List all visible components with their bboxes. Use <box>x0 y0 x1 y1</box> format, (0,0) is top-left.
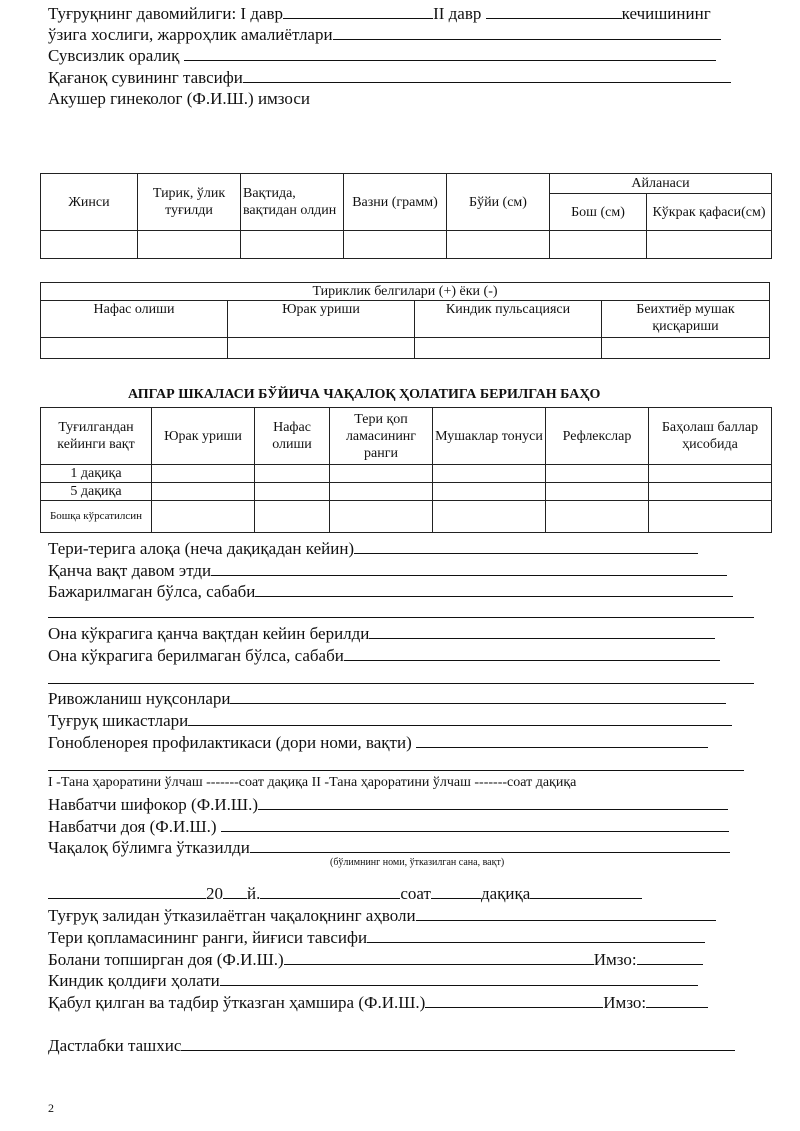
doctor-on-duty-line <box>48 795 728 815</box>
circumference-header: Айланаси <box>550 174 772 194</box>
not-done-reason-field[interactable] <box>255 582 733 597</box>
hour-field[interactable] <box>431 884 481 899</box>
minute-field[interactable] <box>530 884 642 899</box>
apgar-cell[interactable] <box>330 483 433 501</box>
apgar-cell[interactable] <box>433 483 546 501</box>
breastfeed-time-line <box>48 624 715 644</box>
newborn-condition-label: Туғруқ залидан ўтказилаётган чақалоқнинг аҳволи <box>48 906 416 925</box>
muscle-header: Беихтиёр мушак қисқариши <box>602 301 770 338</box>
preliminary-diagnosis-line <box>48 1036 735 1056</box>
apgar-cell[interactable] <box>649 483 772 501</box>
date-day-field[interactable] <box>48 884 206 899</box>
minute-label: дақиқа <box>480 884 531 903</box>
apgar-cell[interactable] <box>649 465 772 483</box>
apgar-cell[interactable] <box>330 501 433 533</box>
amniotic-field[interactable] <box>243 68 731 83</box>
malformations-line <box>48 689 726 709</box>
newborn-condition-line <box>48 906 716 926</box>
apgar-score-header: Баҳолаш баллар ҳисобида <box>649 408 772 465</box>
doctor-on-duty-field[interactable] <box>258 795 728 810</box>
not-done-reason-line <box>48 582 733 602</box>
stage1-field[interactable] <box>283 4 433 19</box>
stage2-field[interactable] <box>486 4 622 19</box>
umbilical-cell[interactable] <box>415 338 602 359</box>
duration-label: Қанча вақт давом этди <box>48 561 212 580</box>
transfer-label: Чақалоқ бўлимга ўтказилди <box>48 838 250 857</box>
skin-color-field[interactable] <box>367 928 705 943</box>
alive-header: Тирик, ўлик туғилди <box>138 174 241 231</box>
apgar-cell[interactable] <box>255 483 330 501</box>
surgery-line <box>48 25 721 45</box>
apgar-row-1min-label: 1 дақиқа <box>41 465 152 483</box>
heartbeat-header: Юрак уриши <box>228 301 415 338</box>
gender-header: Жинси <box>41 174 138 231</box>
head-cell[interactable] <box>550 231 647 259</box>
malformations-field[interactable] <box>230 689 726 704</box>
page-number: 2 <box>48 1101 54 1115</box>
handover-midwife-line <box>48 950 703 970</box>
transfer-field[interactable] <box>250 838 730 853</box>
chest-cell[interactable] <box>647 231 772 259</box>
receiving-nurse-field[interactable] <box>425 993 603 1008</box>
apgar-cell[interactable] <box>330 465 433 483</box>
anhydrous-field[interactable] <box>184 46 716 61</box>
doctor-on-duty-label: Навбатчи шифокор (Ф.И.Ш.) <box>48 795 258 814</box>
receiving-nurse-line <box>48 993 708 1013</box>
newborn-condition-field[interactable] <box>416 906 716 921</box>
apgar-cell[interactable] <box>152 501 255 533</box>
apgar-cell[interactable] <box>152 465 255 483</box>
skin-color-label: Тери қопламасининг ранги, йиғиси тавсифи <box>48 928 368 947</box>
gonoblennorrhea-field[interactable] <box>416 733 708 748</box>
muscle-cell[interactable] <box>602 338 770 359</box>
anhydrous-line <box>48 46 716 66</box>
birth-injuries-field[interactable] <box>188 711 732 726</box>
stage2-label: II давр <box>433 4 482 23</box>
transfer-note: (бўлимнинг номи, ўтказилган сана, вақт) <box>330 857 505 868</box>
breastfeed-time-label: Она кўкрагига қанча вақтдан кейин берилди <box>48 624 370 643</box>
year-field[interactable] <box>223 884 247 899</box>
apgar-cell[interactable] <box>152 483 255 501</box>
vital-signs-title: Тириклик белгилари (+) ёки (-) <box>41 283 770 301</box>
year-prefix: 20 <box>206 884 223 903</box>
blank-line[interactable] <box>48 683 754 684</box>
skin-color-line <box>48 928 705 948</box>
skin-contact-line <box>48 539 698 559</box>
apgar-cell[interactable] <box>255 501 330 533</box>
apgar-row-5min-label: 5 дақиқа <box>41 483 152 501</box>
preliminary-diagnosis-field[interactable] <box>181 1036 735 1051</box>
handover-midwife-label: Болани топширган доя (Ф.И.Ш.) <box>48 950 284 969</box>
surgery-field[interactable] <box>333 25 721 40</box>
signature-field[interactable] <box>637 950 703 965</box>
weight-cell[interactable] <box>344 231 447 259</box>
temperature-line: I -Тана ҳароратини ўлчаш -------соат дақиқа II -Тана ҳароратини ўлчаш -------соат дақиқа <box>48 775 577 790</box>
gender-cell[interactable] <box>41 231 138 259</box>
heartbeat-cell[interactable] <box>228 338 415 359</box>
date-extra-field[interactable] <box>260 884 400 899</box>
malformations-label: Ривожланиш нуқсонлари <box>48 689 231 708</box>
anhydrous-label: Сувсизлик оралиқ <box>48 46 180 65</box>
term-header: Вақтида, вақтидан олдин <box>241 174 344 231</box>
height-header: Бўйи (см) <box>447 174 550 231</box>
umbilical-header: Киндик пульсацияси <box>415 301 602 338</box>
alive-cell[interactable] <box>138 231 241 259</box>
signature-label: Имзо: <box>593 950 637 969</box>
umbilical-stump-line <box>48 971 698 991</box>
surgery-label: ўзига хослиги, жарроҳлик амалиётлари <box>48 25 333 44</box>
apgar-cell[interactable] <box>255 465 330 483</box>
skin-contact-field[interactable] <box>354 539 698 554</box>
apgar-cell[interactable] <box>546 483 649 501</box>
breathing-cell[interactable] <box>41 338 228 359</box>
hour-label: соат <box>400 884 431 903</box>
midwife-on-duty-line <box>48 817 729 837</box>
birth-injuries-line <box>48 711 732 731</box>
height-cell[interactable] <box>447 231 550 259</box>
transfer-line <box>48 838 730 858</box>
apgar-skin-header: Тери қоп ламасининг ранги <box>330 408 433 465</box>
breastfeed-reason-label: Она кўкрагига берилмаган бўлса, сабаби <box>48 646 344 665</box>
handover-midwife-field[interactable] <box>284 950 594 965</box>
apgar-muscle-header: Мушаклар тонуси <box>433 408 546 465</box>
breathing-header: Нафас олиши <box>41 301 228 338</box>
duration-line <box>48 561 727 581</box>
apgar-cell[interactable] <box>649 501 772 533</box>
apgar-row-other-label: Бошқа кўрсатилсин <box>41 501 152 533</box>
breastfeed-reason-line <box>48 646 720 666</box>
newborn-table <box>40 173 772 259</box>
umbilical-stump-label: Киндик қолдиғи ҳолати <box>48 971 220 990</box>
apgar-heart-header: Юрак уриши <box>152 408 255 465</box>
date-time-line <box>48 884 642 904</box>
gonoblennorrhea-label: Гонобленорея профилактикаси (дори номи, вақти) <box>48 733 412 752</box>
blank-line[interactable] <box>48 770 744 771</box>
amniotic-line <box>48 68 731 88</box>
duration-field[interactable] <box>211 561 727 576</box>
apgar-cell[interactable] <box>546 465 649 483</box>
weight-header: Вазни (грамм) <box>344 174 447 231</box>
umbilical-stump-field[interactable] <box>220 971 698 986</box>
apgar-breath-header: Нафас олиши <box>255 408 330 465</box>
breastfeed-time-field[interactable] <box>369 624 715 639</box>
amniotic-label: Қағаноқ сувининг тавсифи <box>48 68 243 87</box>
apgar-cell[interactable] <box>433 465 546 483</box>
signature-label: Имзо: <box>603 993 647 1012</box>
blank-line[interactable] <box>48 617 754 618</box>
obstetrician-signature-line <box>48 89 310 109</box>
head-header: Бош (см) <box>550 194 647 231</box>
apgar-table <box>40 407 772 533</box>
skin-contact-label: Тери-терига алоқа (неча дақиқадан кейин) <box>48 539 355 558</box>
labor-duration-label: Туғруқнинг давомийлиги: I давр <box>48 4 284 23</box>
obstetrician-signature-label: Акушер гинеколог (Ф.И.Ш.) имзоси <box>48 89 310 108</box>
course-label: кечишининг <box>621 4 711 23</box>
apgar-reflex-header: Рефлекслар <box>546 408 649 465</box>
year-suffix: й. <box>247 884 261 903</box>
birth-injuries-label: Туғруқ шикастлари <box>48 711 189 730</box>
breastfeed-reason-field[interactable] <box>344 646 720 661</box>
midwife-on-duty-field[interactable] <box>221 817 729 832</box>
signature-field[interactable] <box>646 993 708 1008</box>
apgar-cell[interactable] <box>546 501 649 533</box>
gonoblennorrhea-line <box>48 733 708 753</box>
receiving-nurse-label: Қабул қилган ва тадбир ўтказган ҳамшира (Ф.И.Ш.) <box>48 993 426 1012</box>
labor-duration-line <box>48 4 711 24</box>
not-done-reason-label: Бажарилмаган бўлса, сабаби <box>48 582 256 601</box>
term-cell[interactable] <box>241 231 344 259</box>
apgar-time-header: Туғилгандан кейинги вақт <box>41 408 152 465</box>
vital-signs-table <box>40 282 770 359</box>
midwife-on-duty-label: Навбатчи доя (Ф.И.Ш.) <box>48 817 217 836</box>
chest-header: Кўкрак қафаси(см) <box>647 194 772 231</box>
apgar-title: АПГАР ШКАЛАСИ БЎЙИЧА ЧАҚАЛОҚ ҲОЛАТИГА БЕРИЛГАН БАҲО <box>128 387 601 402</box>
preliminary-diagnosis-label: Дастлабки ташхис <box>48 1036 182 1055</box>
apgar-cell[interactable] <box>433 501 546 533</box>
